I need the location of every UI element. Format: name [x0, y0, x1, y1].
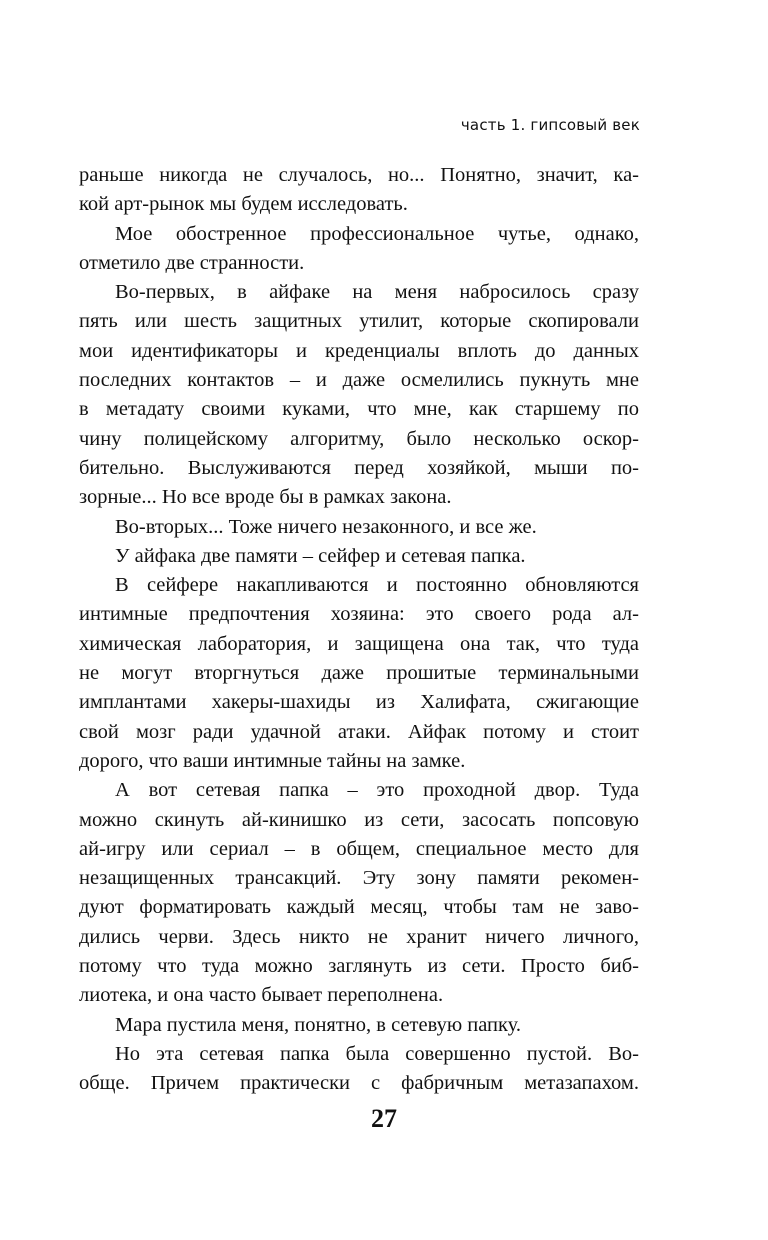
text-line: Но эта сетевая папка была совершенно пустой. Во-	[115, 1042, 639, 1065]
page-number: 27	[371, 1104, 397, 1133]
text-line: пять или шесть защитных утилит, которые скопировали	[79, 310, 639, 333]
text-line: раньше никогда не случалось, но... Понятно, значит, ка-	[79, 164, 639, 186]
text-line: химическая лаборатория, и защищена она так, что туда	[79, 632, 639, 655]
text-line: дились черви. Здесь никто не хранит ничего личного,	[79, 925, 639, 948]
text-line: В сейфере накапливаются и постоянно обновляются	[115, 574, 639, 597]
text-line: в метадату своими куками, что мне, как старшему по	[79, 398, 639, 421]
text-line: бительно. Выслуживаются перед хозяйкой, мыши по-	[79, 456, 639, 479]
text-line: дорого, что ваши интимные тайны на замке.	[79, 749, 466, 772]
text-line: последних контактов – и даже осмелились пукнуть мне	[79, 369, 639, 392]
running-header: часть 1. гипсовый век	[460, 116, 640, 134]
text-line: лиотека, и она часто бывает переполнена.	[79, 984, 444, 1007]
text-line: можно скинуть ай-кинишко из сети, засосать попсовую	[79, 808, 639, 831]
text-line: обще. Причем практически с фабричным метазапахом.	[79, 1072, 639, 1095]
text-line: имплантами хакеры-шахиды из Халифата, сжигающие	[79, 691, 639, 714]
text-line: мои идентификаторы и креденциалы вплоть до данных	[79, 339, 639, 362]
text-line: Мое обостренное профессиональное чутье, однако,	[115, 222, 639, 245]
text-line: дуют форматировать каждый месяц, чтобы там не заво-	[79, 896, 639, 919]
text-line: зорные... Но все вроде бы в рамках закона.	[79, 486, 452, 509]
text-line: интимные предпочтения хозяина: это своего рода ал-	[79, 603, 639, 626]
text-line: незащищенных трансакций. Эту зону памяти рекомен-	[79, 867, 639, 890]
text-line: Во-первых, в айфаке на меня набросилось сразу	[115, 281, 639, 304]
text-line: отметило две странности.	[79, 251, 305, 274]
text-line: ай-игру или сериал – в общем, специальное место для	[79, 837, 639, 860]
text-line: У айфака две памяти – сейфер и сетевая папка.	[115, 544, 526, 567]
text-line: не могут вторгнуться даже прошитые терминальными	[79, 662, 639, 685]
text-line: кой арт-рынок мы будем исследовать.	[79, 193, 408, 216]
text-line: Во-вторых... Тоже ничего незаконного, и все же.	[115, 515, 537, 538]
text-line: А вот сетевая папка – это проходной двор. Туда	[115, 779, 639, 802]
text-line: Мара пустила меня, понятно, в сетевую папку.	[115, 1013, 522, 1036]
text-line: чину полицейскому алгоритму, было несколько оскор-	[79, 427, 639, 450]
text-line: потому что туда можно заглянуть из сети. Просто биб-	[79, 955, 639, 978]
text-line: свой мозг ради удачной атаки. Айфак потому и стоит	[79, 720, 639, 743]
body-text	[79, 161, 639, 1099]
